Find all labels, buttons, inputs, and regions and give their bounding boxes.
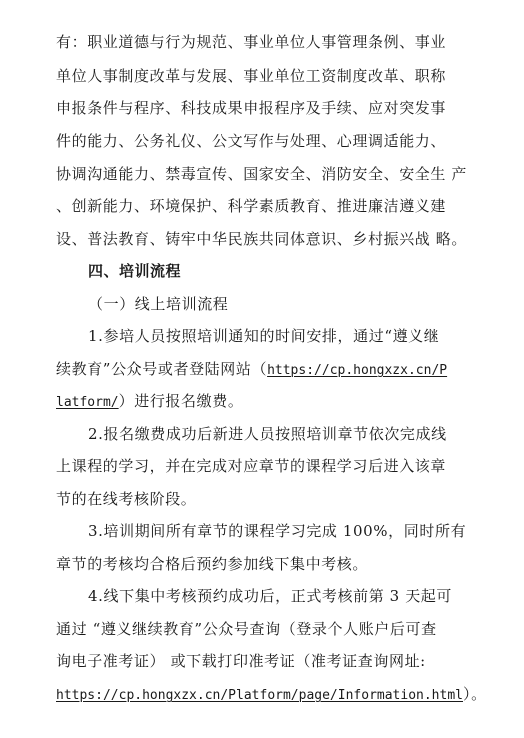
step4-line: 4.线下集中考核预约成功后，正式考核前第 3 天起可 (88, 587, 452, 605)
registration-link[interactable]: latform/ (56, 395, 119, 410)
step4-line: 通过 “遵义继续教育”公众号查询（登录个人账户后可查 (56, 620, 437, 638)
step1-text: ）进行报名缴费。 (118, 392, 244, 410)
step1-text: 续教育”公众号或者登陆网站（ (56, 360, 268, 378)
step3-line: 3.培训期间所有章节的课程学习完成 100%，同时所有 (88, 522, 467, 540)
paragraph-line: 件的能力、公务礼仪、公文写作与处理、心理调适能力、 (56, 132, 447, 150)
paragraph-line: 有：职业道德与行为规范、事业单位人事管理条例、事业 (56, 33, 447, 51)
step1-line: 1.参培人员按照培训通知的时间安排，通过“遵义继 (88, 327, 440, 345)
paragraph-line: 设、普法教育、铸牢中华民族共同体意识、乡村振兴战 略。 (56, 230, 467, 248)
step4-line: 询电子准考证） 或下载打印准考证（准考证查询网址: (56, 652, 426, 670)
step4-text: ）。 (463, 685, 487, 703)
paragraph-line: 协调沟通能力、禁毒宣传、国家安全、消防安全、安全生 产 (56, 165, 467, 183)
admission-ticket-link[interactable]: https://cp.hongxzx.cn/Platform/page/Information.html (56, 688, 463, 703)
step2-line: 节的在线考核阶段。 (56, 490, 197, 508)
step2-line: 2.报名缴费成功后新进人员按照培训章节依次完成线 (88, 425, 447, 443)
paragraph-line: 、创新能力、环境保护、科学素质教育、推进廉洁遵义建 (56, 197, 447, 215)
paragraph-line: 单位人事制度改革与发展、事业单位工资制度改革、职称 (56, 67, 447, 85)
step4-line (56, 684, 487, 706)
step3-line: 章节的考核均合格后预约参加线下集中考核。 (56, 555, 369, 573)
paragraph-line: 申报条件与程序、科技成果申报程序及手续、应对突发事 (56, 99, 447, 117)
registration-link[interactable]: https://cp.hongxzx.cn/P (267, 363, 448, 378)
step1-line (56, 359, 476, 381)
subsection-heading: （一）线上培训流程 (88, 295, 229, 313)
step1-line (56, 391, 476, 413)
section-heading: 四、培训流程 (88, 262, 182, 280)
step2-line: 上课程的学习，并在完成对应章节的课程学习后进入该章 (56, 457, 447, 475)
